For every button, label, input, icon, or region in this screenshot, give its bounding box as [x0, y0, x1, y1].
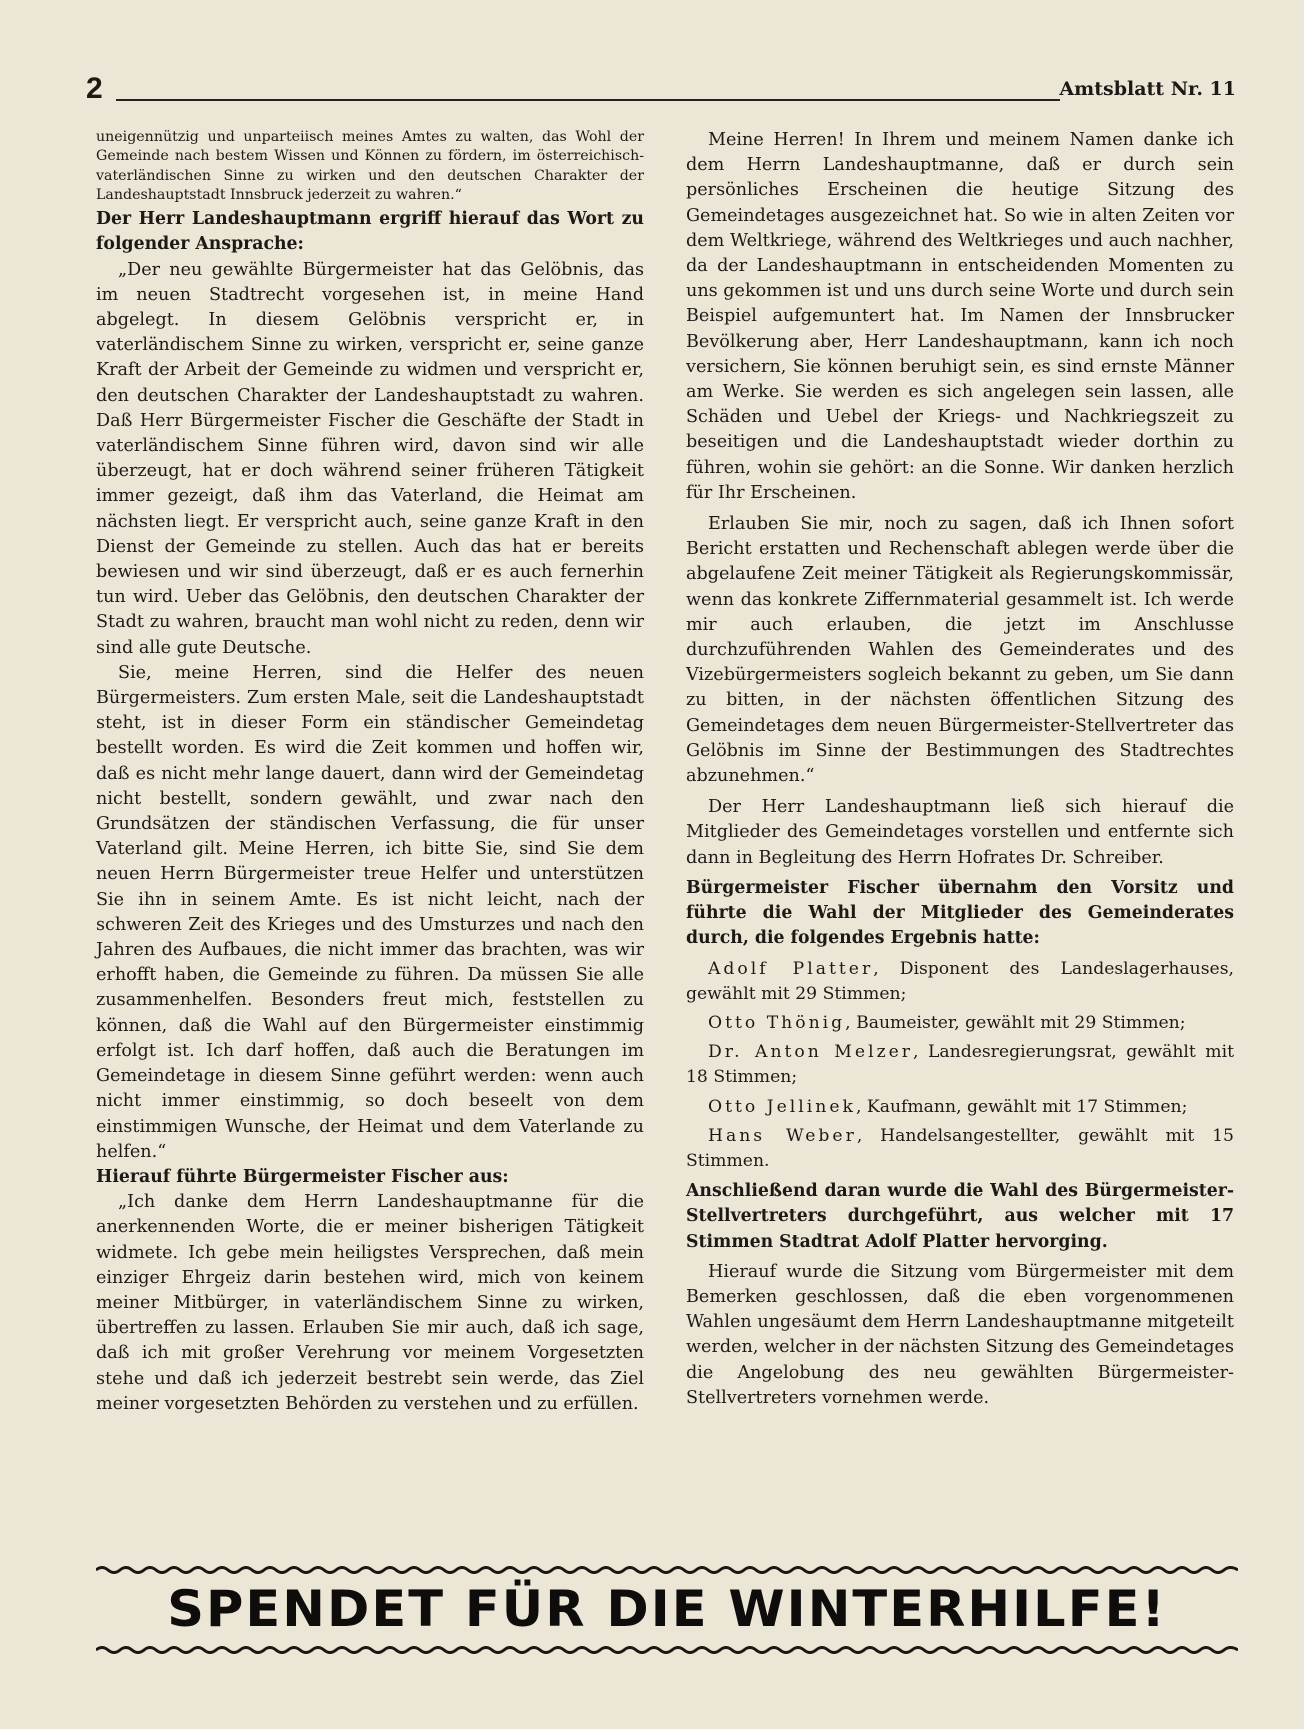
member-name: Adolf Platter: [708, 958, 874, 979]
right-paragraph-4: Hierauf wurde die Sitzung vom Bürgermeister mit dem Bemerken geschlossen, daß die eben vorgenommenen Wahlen ungesäumt dem Herrn Landeshauptmanne mitgeteilt werden, welcher in der nächsten Sitzung des Gemeindetages die Angelobung des neu gewählten Bürgermeister-Stellvertreters vornehmen werde.: [686, 1261, 1234, 1408]
wavy-rule-top: [96, 1565, 1238, 1575]
left-column: [96, 128, 644, 1417]
member-name: Dr. Anton Melzer: [708, 1042, 914, 1063]
member-name: Hans Weber: [708, 1125, 857, 1146]
member-details: , Kaufmann, gewählt mit 17 Stimmen;: [855, 1096, 1188, 1117]
member-details: , Handelsangestellter, gewählt mit 15 Stimmen.: [686, 1125, 1234, 1171]
page-number: 2: [86, 72, 103, 105]
right-paragraph-2: Erlauben Sie mir, noch zu sagen, daß ich Ihnen sofort Bericht erstatten und Rechenschaft ablegen werde über die abgelaufene Zeit meiner Tätigkeit als Regierungskommissär, wenn das konkrete Ziffernmaterial gesammelt ist. Ich werde mir auch erlauben, die jetzt im Anschlusse durchzuführenden Wahlen des Gemeinderates und des Vizebürgermeisters sogleich bekannt zu geben, um Sie dann zu bitten, in der nächsten öffentlichen Sitzung des Gemeindetages dem neuen Bürgermeister-Stellvertreter das Gelöbnis im Sinne der Bestimmungen des Stadtrechtes abzunehmen.“: [686, 514, 1234, 787]
member-entry: [686, 957, 1234, 1007]
member-entry: [686, 1011, 1234, 1036]
winterhilfe-banner: SPENDET FÜR DIE WINTERHILFE!: [167, 1580, 1167, 1638]
right-paragraph-1: Meine Herren! In Ihrem und meinem Namen danke ich dem Herrn Landeshauptmanne, daß er durch sein persönliches Erscheinen die heutige Sitzung des Gemeindetages ausgezeichnet hat. So wie in alten Zeiten vor dem Weltkriege, während des Weltkrieges und auch nachher, da der Landeshauptmann in entscheidenden Momenten zu uns gekommen ist und uns durch seine Worte und durch sein Beispiel aufgemuntert hat. Im Namen der Innsbrucker Bevölkerung aber, Herr Landeshauptmann, kann ich noch versichern, Sie können beruhigt sein, es sind ernste Männer am Werke. Sie werden es sich angelegen sein lassen, alle Schäden und Uebel der Kriegs- und Nachkriegszeit zu beseitigen und die Landeshauptstadt wieder dorthin zu führen, wohin sie gehört: an die Sonne. Wir danken herzlich für Ihr Erscheinen.: [686, 130, 1234, 503]
issue-label: Amtsblatt Nr. 11: [1059, 78, 1236, 100]
heading-election: Bürgermeister Fischer übernahm den Vorsitz und führte die Wahl der Mitglieder des Gemeinderates durch, die folgendes Ergebnis hatte:: [686, 877, 1234, 949]
speech-paragraph-2: Sie, meine Herren, sind die Helfer des neuen Bürgermeisters. Zum ersten Male, seit die Landeshauptstadt steht, ist in dieser Form ein ständischer Gemeindetag bestellt worden. Es wird die Zeit kommen und hoffen wir, daß es nicht mehr lange dauert, dann wird der Gemeindetag nicht bestellt, sondern gewählt, und zwar nach den Grundsätzen der ständischen Verfassung, die für unser Vaterland gilt. Meine Herren, ich bitte Sie, sind Sie dem neuen Herrn Bürgermeister treue Helfer und unterstützen Sie ihn in seinem Amte. Es ist nicht leicht, nach der schweren Zeit des Krieges und des Umsturzes und nach den Jahren des Aufbaues, die nicht immer das brachten, was wir erhofft haben, die Gemeinde zu führen. Da müssen Sie alle zusammenhelfen. Besonders freut mich, feststellen zu können, daß die Wahl auf den Bürgermeister einstimmig erfolgt ist. Ich darf hoffen, daß auch die Beratungen im Gemeindetage in diesem Sinne geführt werden: wenn auch nicht immer einstimmig, so doch beseelt von dem einstimmigen Wunsche, der Heimat und dem Vaterlande zu helfen.“: [96, 662, 644, 1162]
heading-landeshauptmann: Der Herr Landeshauptmann ergriff hierauf das Wort zu folgender Ansprache:: [96, 209, 644, 255]
speech-paragraph-1: „Der neu gewählte Bürgermeister hat das Gelöbnis, das im neuen Stadtrecht vorgesehen ist, in meine Hand abgelegt. In diesem Gelöbnis verspricht er, in vaterländischem Sinne zu wirken, verspricht er, seine ganze Kraft der Arbeit der Gemeinde zu widmen und verspricht er, den deutschen Charakter der Landeshauptstadt zu wahren. Daß Herr Bürgermeister Fischer die Geschäfte der Stadt in vaterländischem Sinne führen wird, davon sind wir alle überzeugt, hat er doch während seiner früheren Tätigkeit immer gezeigt, daß ihm das Vaterland, die Heimat am nächsten liegt. Er verspricht auch, seine ganze Kraft in den Dienst der Gemeinde zu stellen. Auch das hat er bereits bewiesen und wir sind überzeugt, daß er es auch fernerhin tun wird. Ueber das Gelöbnis, den deutschen Charakter der Stadt zu wahren, braucht man wohl nicht zu reden, denn wir sind alle gute Deutsche.: [96, 259, 644, 658]
member-details: , Disponent des Landeslagerhauses, gewählt mit 29 Stimmen;: [686, 958, 1234, 1004]
member-entry: [686, 1095, 1234, 1120]
speech-paragraph-3: „Ich danke dem Herrn Landeshauptmanne für die anerkennenden Worte, die er meiner bisherigen Tätigkeit widmete. Ich gebe mein heiligstes Versprechen, daß mein einziger Ehrgeiz darin bestehen wird, mich von keinem meiner Mitbürger, in vaterländischem Sinne zu wirken, übertreffen zu lassen. Erlauben Sie mir auch, daß ich sage, daß ich mit großer Verehrung vor meinem Vorgesetzten stehe und daß ich jederzeit bestrebt sein werde, das Ziel meiner vorgesetzten Behörden zu verstehen und zu erfüllen.: [96, 1192, 644, 1414]
member-name: Otto Jellinek: [708, 1096, 856, 1117]
wavy-rule-bottom: [96, 1645, 1238, 1655]
right-column: [686, 128, 1234, 1411]
member-name: Otto Thönig: [708, 1012, 846, 1033]
member-details: , Baumeister, gewählt mit 29 Stimmen;: [845, 1012, 1186, 1033]
page-header: [86, 72, 1236, 108]
member-entry: [686, 1124, 1234, 1174]
intro-paragraph: uneigennützig und unparteiisch meines Amtes zu walten, das Wohl der Gemeinde nach bestem Wissen und Können zu fördern, im österreichisch-vaterländischen Sinne zu wirken und den deutschen Charakter der Landeshauptstadt Innsbruck jederzeit zu wahren.“: [96, 129, 644, 203]
heading-buergermeister: Hierauf führte Bürgermeister Fischer aus:: [96, 1166, 509, 1187]
heading-vice-mayor: Anschließend daran wurde die Wahl des Bürgermeister-Stellvertreters durchgeführt, aus welcher mit 17 Stimmen Stadtrat Adolf Platter hervorging.: [686, 1181, 1234, 1252]
member-entry: [686, 1040, 1234, 1090]
member-details: , Landesregierungsrat, gewählt mit 18 Stimmen;: [686, 1042, 1234, 1088]
header-rule: [116, 99, 1060, 101]
right-paragraph-3: Der Herr Landeshauptmann ließ sich hierauf die Mitglieder des Gemeindetages vorstellen und entfernte sich dann in Begleitung des Herrn Hofrates Dr. Schreiber.: [686, 797, 1234, 868]
